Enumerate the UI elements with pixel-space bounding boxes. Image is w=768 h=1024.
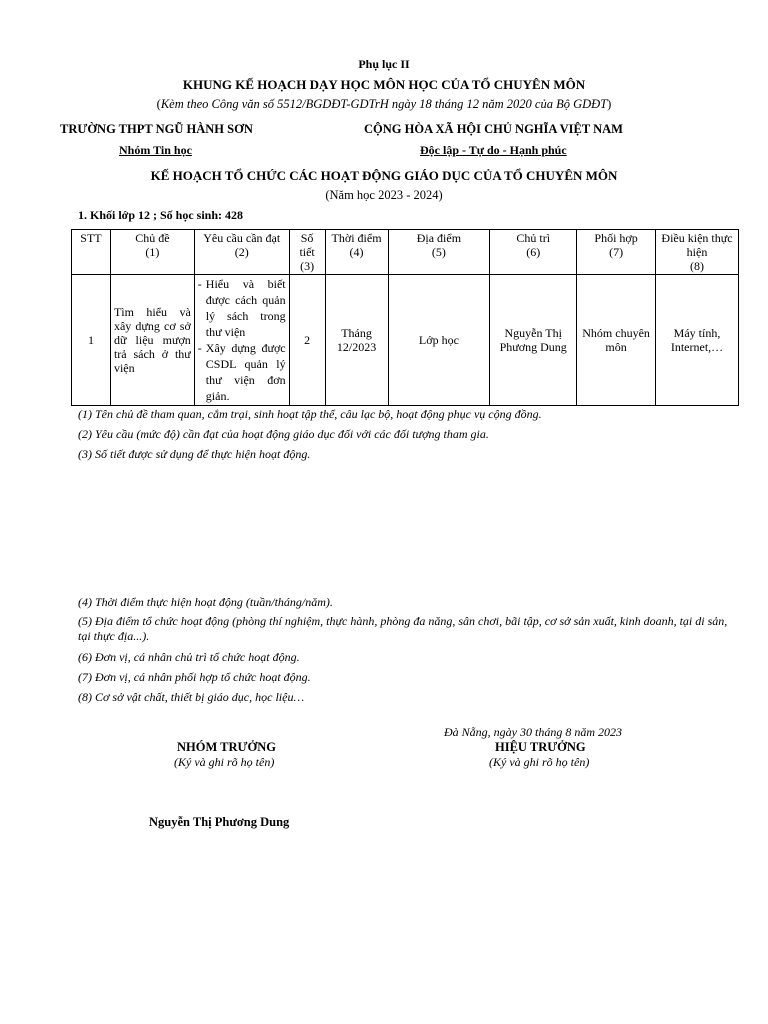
appendix-label: Phụ lục II bbox=[358, 57, 410, 71]
principal-hint: (Ký và ghi rõ họ tên) bbox=[489, 755, 590, 769]
header-lead: Chủ trì (6) bbox=[490, 230, 577, 275]
note-2: (2) Yêu cầu (mức độ) cần đạt của hoạt động giáo dục đối với các đối tượng tham gia. bbox=[78, 427, 489, 441]
cell-topic: Tìm hiểu và xây dựng cơ sở dữ liệu mượn trả sách ở thư viện bbox=[110, 275, 194, 406]
header-periods: Số tiết (3) bbox=[289, 230, 325, 275]
note-5: (5) Địa điểm tổ chức hoạt động (phòng thí nghiệm, thực hành, phòng đa năng, sân chơi, bãi tập, cơ sở sản xuất, kinh doanh, tại di sản, tại thực địa...). bbox=[78, 614, 728, 643]
note-7: (7) Đơn vị, cá nhân phối hợp tổ chức hoạt động. bbox=[78, 670, 311, 684]
reference-close: ) bbox=[607, 97, 612, 111]
header-time: Thời điểm (4) bbox=[325, 230, 388, 275]
requirement-item: - Hiểu và biết được cách quản lý sách trong thư viện bbox=[198, 276, 286, 340]
cell-stt: 1 bbox=[72, 275, 111, 406]
note-4: (4) Thời điểm thực hiện hoạt động (tuần/tháng/năm). bbox=[78, 595, 333, 609]
note-1: (1) Tên chủ đề tham quan, cắm trại, sinh hoạt tập thể, câu lạc bộ, hoạt động phục vụ cộng đồng. bbox=[78, 407, 542, 421]
header-topic: Chủ đề (1) bbox=[110, 230, 194, 275]
header-place: Địa điểm (5) bbox=[388, 230, 490, 275]
group-leader-title: NHÓM TRƯỞNG bbox=[177, 740, 276, 754]
group-leader-hint: (Ký và ghi rõ họ tên) bbox=[174, 755, 275, 769]
cell-time: Tháng 12/2023 bbox=[325, 275, 388, 406]
header-requirements: Yêu cầu cần đạt (2) bbox=[194, 230, 289, 275]
note-6: (6) Đơn vị, cá nhân chủ trì tổ chức hoạt động. bbox=[78, 650, 300, 664]
national-motto: Độc lập - Tự do - Hạnh phúc bbox=[420, 143, 567, 157]
group-leader-name: Nguyễn Thị Phương Dung bbox=[149, 815, 290, 829]
header-cooperation: Phối hợp (7) bbox=[577, 230, 656, 275]
requirement-item: - Xây dựng được CSDL quản lý thư viện đơn giản. bbox=[198, 340, 286, 404]
cell-periods: 2 bbox=[289, 275, 325, 406]
table-row bbox=[72, 275, 739, 406]
plan-title: KẾ HOẠCH TỔ CHỨC CÁC HOẠT ĐỘNG GIÁO DỤC CỦA TỔ CHUYÊN MÔN bbox=[150, 168, 618, 183]
principal-title: HIỆU TRƯỞNG bbox=[495, 740, 586, 754]
grade-info: 1. Khối lớp 12 ; Số học sinh: 428 bbox=[78, 208, 244, 222]
note-8: (8) Cơ sở vật chất, thiết bị giáo dục, học liệu… bbox=[78, 690, 305, 704]
table-header-row bbox=[72, 230, 739, 275]
header-stt: STT bbox=[72, 230, 111, 275]
nation-name: CỘNG HÒA XÃ HỘI CHỦ NGHĨA VIỆT NAM bbox=[364, 122, 623, 136]
school-name: TRƯỜNG THPT NGŨ HÀNH SƠN bbox=[60, 122, 253, 136]
cell-lead: Nguyễn Thị Phương Dung bbox=[490, 275, 577, 406]
reference-open: ( bbox=[156, 97, 161, 111]
cell-place: Lớp học bbox=[388, 275, 490, 406]
signing-date: Đà Nẵng, ngày 30 tháng 8 năm 2023 bbox=[444, 725, 622, 739]
header-conditions: Điều kiện thực hiện (8) bbox=[656, 230, 739, 275]
department-name: Nhóm Tin học bbox=[119, 143, 192, 157]
reference-text: Kèm theo Công văn số 5512/BGDĐT-GDTrH ngày 18 tháng 12 năm 2020 của Bộ GDĐT bbox=[160, 97, 608, 111]
school-year: (Năm học 2023 - 2024) bbox=[325, 188, 443, 202]
note-3: (3) Số tiết được sử dụng để thực hiện hoạt động. bbox=[78, 447, 311, 461]
cell-cooperation: Nhóm chuyên môn bbox=[577, 275, 656, 406]
document-reference bbox=[0, 97, 768, 112]
cell-conditions: Máy tính, Internet,… bbox=[656, 275, 739, 406]
activity-plan-table bbox=[71, 229, 739, 406]
cell-requirements bbox=[194, 275, 289, 406]
document-title: KHUNG KẾ HOẠCH DẠY HỌC MÔN HỌC CỦA TỔ CHUYÊN MÔN bbox=[182, 77, 586, 92]
